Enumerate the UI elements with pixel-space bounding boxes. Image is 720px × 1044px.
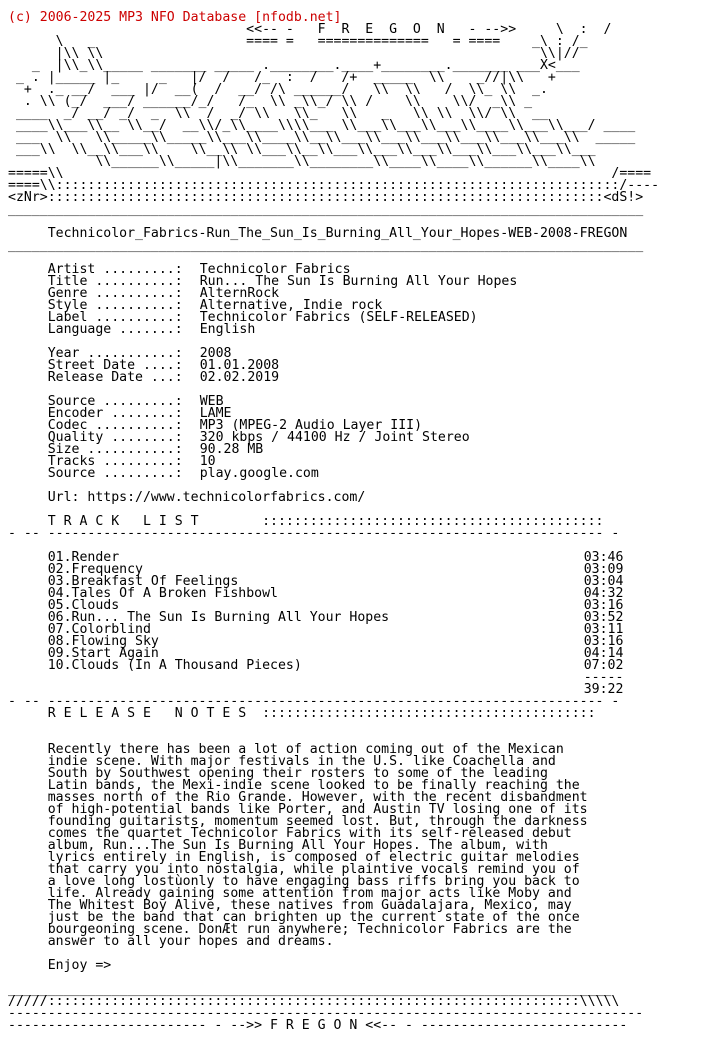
logo-line: <zNr>::::::::::::::::::::::::::::::::::::::::::::::::::::::::::::::::::::::<dS!> <box>8 190 644 205</box>
dash-separator: - -- ---------------------------------------------------------------------- - <box>8 694 620 709</box>
info-value: LAME <box>199 406 232 421</box>
track-time: 07:02 <box>583 658 624 673</box>
logo-line: <<-- - F R E G O N - -->> \ : / <box>8 22 612 37</box>
info-key: Release Date ...: <box>47 370 183 385</box>
track-time: 03:09 <box>583 562 624 577</box>
info-key: Title ..........: <box>47 274 183 289</box>
enjoy-text: Enjoy => <box>47 958 112 973</box>
info-key: Tracks .........: <box>47 454 183 469</box>
notes-text: a love long lostùonly to have engaging bass riffs bring you back to <box>47 874 580 889</box>
notes-text: lyrics entirely in English, is composed of electric guitar melodies <box>47 850 580 865</box>
release-name: Technicolor_Fabrics-Run_The_Sun_Is_Burning_All_Your_Hopes-WEB-2008-FREGON <box>8 226 628 241</box>
track-row <box>8 660 659 672</box>
url-row <box>8 492 659 504</box>
info-value: 02.02.2019 <box>199 370 280 385</box>
logo-line: \ _ ==== = ============== = ==== _\ : /_ <box>8 34 588 49</box>
notes-line <box>8 936 659 948</box>
info-value: Technicolor Fabrics <box>199 262 351 277</box>
info-key: Street Date ....: <box>47 358 183 373</box>
logo-line: |\\ \\ \\|// <box>8 46 580 61</box>
info-value: 2008 <box>199 346 232 361</box>
info-value: English <box>199 322 256 337</box>
track-name: 08.Flowing Sky <box>47 634 159 649</box>
enjoy-row <box>8 960 659 972</box>
info-value: Technicolor Fabrics (SELF-RELEASED) <box>199 310 478 325</box>
track-name: 03.Breakfast Of Feelings <box>47 574 239 589</box>
track-name: 02.Frequency <box>47 562 143 577</box>
info-key: Style ..........: <box>47 298 183 313</box>
logo-line: ____ _/ __/ _/ _ \\ / _/ \\ \\_ \\ _ \\ \\ \\/ \\ __ <box>8 106 548 121</box>
logo-line: \\______\\_____|\\_______\\________\\____\\____\\______\\____\\ <box>8 154 596 169</box>
info-key: Quality ........: <box>47 430 183 445</box>
track-name: 05.Clouds <box>47 598 120 613</box>
footer-line: ------------------------- - -->> F R E G O N <<-- - -------------------------- <box>8 1018 628 1033</box>
info-key: Source .........: <box>47 466 183 481</box>
track-name: 01.Render <box>47 550 120 565</box>
logo-line: ====\\:::::::::::::::::::::::::::::::::::::::::::::::::::::::::::::::::::::::/---- <box>8 178 660 193</box>
track-time: 04:32 <box>583 586 624 601</box>
logo-line: _ . |_____ |_ _ |/ / /_ : / /+ _____ \\ _//|\\ + <box>8 70 556 85</box>
track-name: 10.Clouds (In A Thousand Pieces) <box>47 658 302 673</box>
logo-line: ____\\___\\__ \\__/ __\\/_\\____\\\\___ \\___\\___\\___\\____\\___\\___/ ____ <box>8 118 636 133</box>
logo-line: . \\ (_/ ___/ ______/_/ /_ \\ _\\_/ \\ / \\ \\/ _\\ _ <box>8 94 533 109</box>
logo-line: + ._ __/ ___ |/ __( / __/ /\ ______/ \\ \\ / \\_ \\ _. <box>8 82 548 97</box>
notes-text: Latin bands, the Mexi-indie scene looked to be finally reaching the <box>47 778 580 793</box>
info-value: play.google.com <box>199 466 319 481</box>
info-key: Genre ..........: <box>47 286 183 301</box>
notes-text: comes the quartet Technicolor Fabrics with its self-released debut <box>47 826 572 841</box>
notes-text: founding guitarists, momentum seemed lost. But, through the darkness <box>47 814 588 829</box>
track-name: 09.Start Again <box>47 646 159 661</box>
info-row-source-site <box>8 468 659 480</box>
logo-line: ___ \\ \\_____\\_____\\___\\____\\__\\___\\___\\___\\___\\___\\___\\ _____ <box>8 130 636 145</box>
logo-line: ___\\ \\__\\___\\ \\__\\ \\___\\__\\___\\___\\___\\___\\___\\___\\___ <box>8 142 596 157</box>
logo-line: _ |\\_\\_____ _______ _____ .________.____+________._______ ___X<___ <box>8 58 580 73</box>
track-time: 03:52 <box>583 610 624 625</box>
track-time: 03:11 <box>583 622 624 637</box>
info-value: Alternative, Indie rock <box>199 298 383 313</box>
divider: ________________________________________________________________________________ <box>8 202 644 217</box>
total-separator-row <box>8 672 659 684</box>
divider: ________________________________________________________________________________ <box>8 238 644 253</box>
notes-text: bourgeoning scene. DonÆt run anywhere; Technicolor Fabrics are the <box>47 922 572 937</box>
notes-text: South by Southwest opening their rosters to some of the leading <box>47 766 548 781</box>
info-key: Year ...........: <box>47 346 183 361</box>
info-value: 90.28 MB <box>199 442 264 457</box>
notes-heading: R E L E A S E N O T E S :::::::::::::::::::::::::::::::::::::::::: <box>8 706 596 721</box>
footer-line: ____________________________________________________________________________ <box>8 982 612 997</box>
info-key: Size ...........: <box>47 442 183 457</box>
info-key: Encoder ........: <box>47 406 183 421</box>
track-time: 04:14 <box>583 646 624 661</box>
track-name: 07.Colorblind <box>47 622 151 637</box>
notes-text: The Whitest Boy Alive, these natives from Guadalajara, Mexico, may <box>47 898 572 913</box>
track-time: 03:46 <box>583 550 624 565</box>
info-key: Label ..........: <box>47 310 183 325</box>
footer-line: -------------------------------------------------------------------------------- <box>8 1006 644 1021</box>
info-value: WEB <box>199 394 224 409</box>
info-value: 01.01.2008 <box>199 358 280 373</box>
track-time: 03:04 <box>583 574 624 589</box>
total-separator: ----- <box>583 670 624 685</box>
info-value: Run... The Sun Is Burning All Your Hopes <box>199 274 518 289</box>
notes-text: masses north of the Rio Grande. However, with the recent disbandment <box>47 790 588 805</box>
info-key: Language .......: <box>47 322 183 337</box>
info-key: Artist .........: <box>47 262 183 277</box>
info-value: 10 <box>199 454 216 469</box>
info-row-language <box>8 324 659 336</box>
notes-text: answer to all your hopes and dreams. <box>47 934 334 949</box>
total-time: 39:22 <box>583 682 624 697</box>
notes-text: album, Run...The Sun Is Burning All Your Hopes. The album, with <box>47 838 548 853</box>
info-value: 320 kbps / 44100 Hz / Joint Stereo <box>199 430 470 445</box>
notes-text: that carry you into nostalgia, while plaintive vocals remind you of <box>47 862 580 877</box>
track-name: 04.Tales Of A Broken Fishbowl <box>47 586 278 601</box>
nfo-document <box>8 0 659 1044</box>
info-value: MP3 (MPEG-2 Audio Layer III) <box>199 418 423 433</box>
info-row-release-date <box>8 372 659 384</box>
track-time: 03:16 <box>583 634 624 649</box>
footer-line: /////:::::::::::::::::::::::::::::::::::::::::::::::::::::::::::::::::::\\\\\ <box>8 994 620 1009</box>
notes-text: life. Already gaining some attention from major acts like Moby and <box>47 886 572 901</box>
logo-line: =====\\ /==== <box>8 166 652 181</box>
info-key: Source .........: <box>47 394 183 409</box>
info-value: AlternRock <box>199 286 280 301</box>
track-name: 06.Run... The Sun Is Burning All Your Hopes <box>47 610 390 625</box>
notes-text: just be the band that can brighten up the current state of the once <box>47 910 580 925</box>
dash-separator: - -- ---------------------------------------------------------------------- - <box>8 526 620 541</box>
track-time: 03:16 <box>583 598 624 613</box>
notes-text: indie scene. With major festivals in the U.S. like Coachella and <box>47 754 556 769</box>
info-key: Codec ..........: <box>47 418 183 433</box>
site-header[interactable]: (c) 2006-2025 MP3 NFO Database [nfodb.net] <box>8 10 342 25</box>
notes-text: Recently there has been a lot of action coming out of the Mexican <box>47 742 564 757</box>
blank-line <box>8 720 659 732</box>
url-link[interactable]: Url: https://www.technicolorfabrics.com/ <box>47 490 366 505</box>
notes-text: of high-potential bands like Porter, and Austin TV losing one of its <box>47 802 588 817</box>
tracklist-heading: T R A C K L I S T ::::::::::::::::::::::::::::::::::::::::::: <box>8 514 604 529</box>
